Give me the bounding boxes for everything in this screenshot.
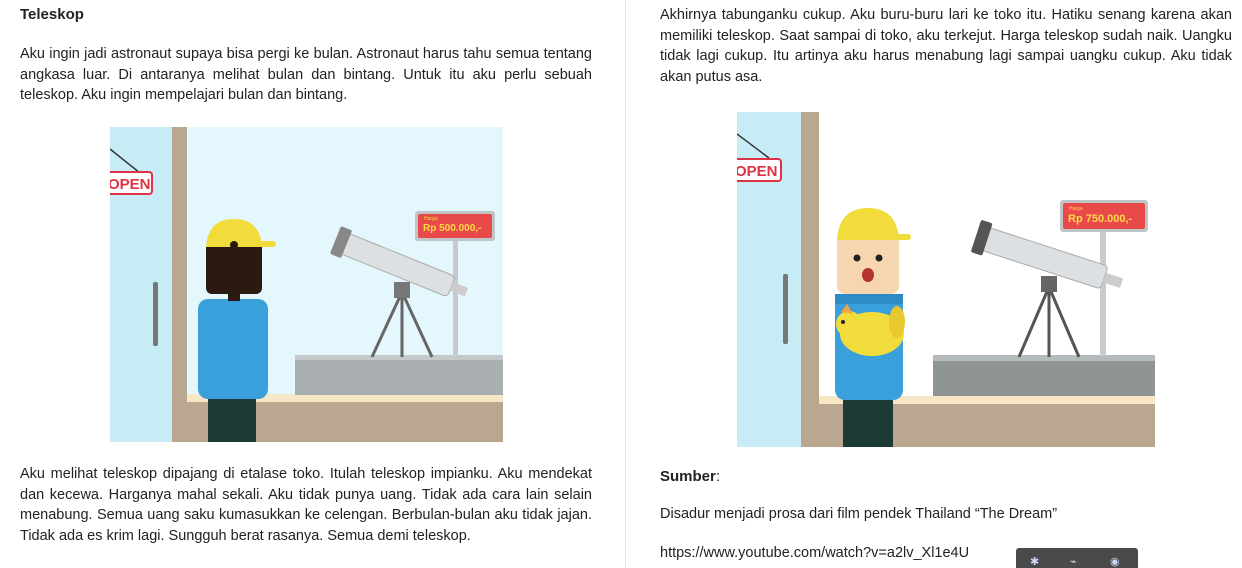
- svg-text:Harga: Harga: [424, 216, 438, 222]
- source-url-link[interactable]: https://www.youtube.com/watch?v=a2lv_Xl1e4U: [660, 545, 970, 561]
- hp-icon[interactable]: ◉: [1110, 556, 1120, 568]
- usb-icon[interactable]: ⌁: [1070, 556, 1077, 568]
- door-handle: [783, 274, 788, 344]
- story-title: Teleskop: [20, 6, 84, 23]
- paragraph-1: Aku ingin jadi astronaut supaya bisa pergi ke bulan. Astronaut harus tahu semua tentang angkasa luar. Di antaranya melihat bulan dan bintang. Untuk itu aku perlu sebuah teleskop. Aku ingin mempelajari bulan dan bintang.: [20, 46, 592, 103]
- price-value: Rp 500.000,-: [423, 223, 482, 234]
- door-frame: [801, 112, 819, 447]
- svg-text:Harga: Harga: [1069, 206, 1083, 212]
- display-counter: [295, 359, 503, 395]
- illustration-boy-at-window: [110, 127, 503, 442]
- door-frame: [172, 127, 187, 442]
- system-tray: [1016, 548, 1138, 568]
- illustration-boy-with-piggy-bank: [737, 112, 1155, 447]
- open-sign-text: OPEN: [110, 176, 151, 193]
- price-value: Rp 750.000,-: [1068, 213, 1133, 225]
- open-sign-text: OPEN: [737, 163, 778, 180]
- column-divider: [625, 0, 626, 568]
- paragraph-3: Akhirnya tabunganku cukup. Aku buru-buru lari ke toko itu. Hatiku senang karena akan memiliki teleskop. Saat sampai di toko, aku terkejut. Harga teleskop sudah naik. Uangku tidak lagi cukup. Itu artinya aku harus menabung lagi sampai uangku cukup. Aku tidak akan putus asa.: [660, 7, 1232, 85]
- adapted-note: Disadur menjadi prosa dari film pendek Thailand “The Dream”: [660, 506, 1058, 522]
- display-counter: [933, 360, 1155, 396]
- door-handle: [153, 282, 158, 346]
- paragraph-2: Aku melihat teleskop dipajang di etalase toko. Itulah teleskop impianku. Aku mendekat dan kecewa. Harganya mahal sekali. Aku tidak punya uang. Tidak ada cara lain selain menabung. Semua uang saku kumasukkan ke celengan. Berbulan-bulan aku tidak jajan. Tidak ada es krim lagi. Sungguh berat rasanya. Semua demi teleskop.: [20, 466, 592, 544]
- bluetooth-icon[interactable]: ✱: [1030, 556, 1040, 568]
- source-heading: Sumber:: [660, 468, 721, 485]
